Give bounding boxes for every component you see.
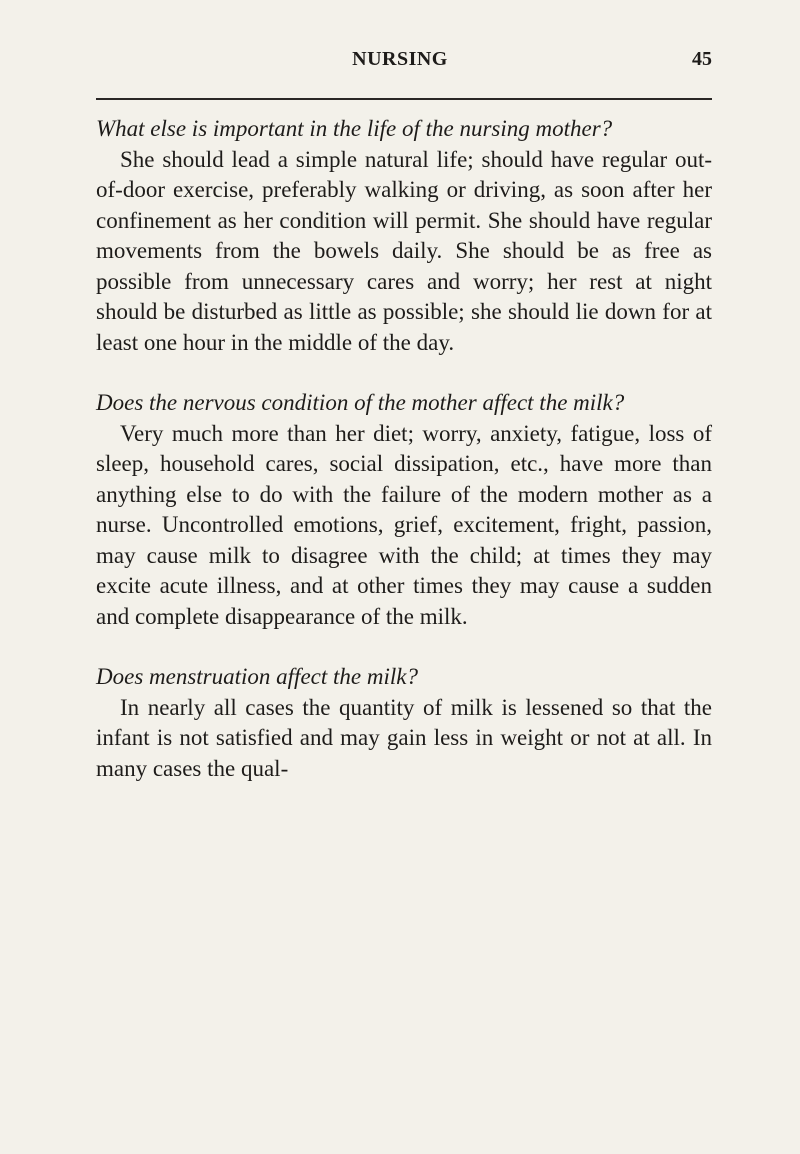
answer-paragraph: Very much more than her diet; worry, anxiety, fatigue, loss of sleep, household cares, social dissipation, etc., have more than anything else to do with the failure of the modern mother as a nurse. Uncontrolled emotions, grief, excitement, fright, passion, may cause milk to disagree with the child; at times they may excite acute illness, and at other times they may cause a sudden and complete disappearance of the milk. [96,420,712,629]
question-heading: What else is important in the life of the nursing mother? [96,116,613,141]
qa-section-nervous-condition [96,388,712,632]
qa-section-nursing-mother-life [96,114,712,358]
answer-paragraph: In nearly all cases the quantity of milk is lessened so that the infant is not satisfied and may gain less in weight or not at all. In many cases the qual- [96,694,712,781]
page-number: 45 [692,48,712,70]
header-rule [96,98,712,100]
running-head [0,48,800,78]
answer-paragraph: She should lead a simple natural life; should have regular out-of-door exercise, preferably walking or driving, as soon after her confinement as her condition will permit. She should have regular movements from the bowels daily. She should be as free as possible from unnecessary cares and worry; her rest at night should be disturbed as little as possible; she should lie down for at least one hour in the middle of the day. [96,146,712,355]
running-title: NURSING [352,48,448,70]
page-body [96,114,712,814]
qa-section-menstruation [96,662,712,784]
question-heading: Does menstruation affect the milk? [96,664,418,689]
question-heading: Does the nervous condition of the mother affect the milk? [96,390,625,415]
